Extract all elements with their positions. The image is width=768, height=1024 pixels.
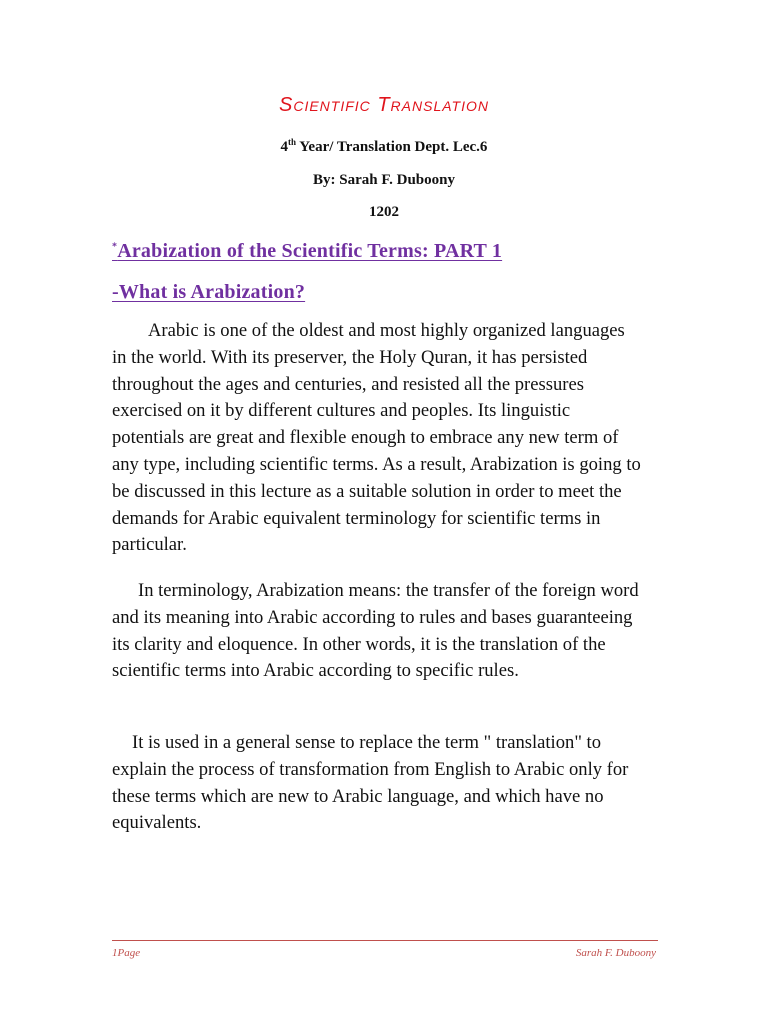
section-heading-part [112, 240, 502, 263]
footer-divider [112, 940, 658, 941]
paragraph-3: It is used in a general sense to replace the term " translation" to explain the process of transformation from English to Arabic only for these terms which are new to Arabic language, and which have no equivalents. [112, 732, 629, 834]
year-number: 4 [280, 139, 289, 155]
document-code: 1202 [369, 204, 399, 220]
document-title: Scientific Translation [279, 94, 489, 116]
footer-author: Sarah F. Duboony [575, 947, 656, 959]
paragraph-2: In terminology, Arabization means: the transfer of the foreign word and its meaning into Arabic according to rules and bases guaranteeing its clarity and eloquence. In other words, it is the translation of the scientific terms into Arabic according to specific rules. [112, 580, 639, 682]
heading-part-text: Arabization of the Scientific Terms: PART 1 [117, 240, 503, 262]
year-rest: Year/ Translation Dept. Lec.6 [296, 139, 488, 155]
heading-marker: * [112, 241, 118, 253]
paragraph-1: Arabic is one of the oldest and most highly organized languages in the world. With its preserver, the Holy Quran, it has persisted throughout the ages and centuries, and resisted all the pressures exercised on it by different cultures and peoples. Its linguistic potentials are great and flexible enough to embrace any new term of any type, including scientific terms. As a result, Arabization is going to be discussed in this lecture as a suitable solution in order to meet the demands for Arabic equivalent terminology for scientific terms in particular. [112, 320, 641, 556]
course-year-line [0, 137, 768, 156]
section-heading-what: -What is Arabization? [112, 281, 306, 303]
author-line: By: Sarah F. Duboony [313, 172, 455, 188]
year-suffix: th [288, 137, 297, 147]
footer-page-number: 1Page [112, 947, 141, 959]
